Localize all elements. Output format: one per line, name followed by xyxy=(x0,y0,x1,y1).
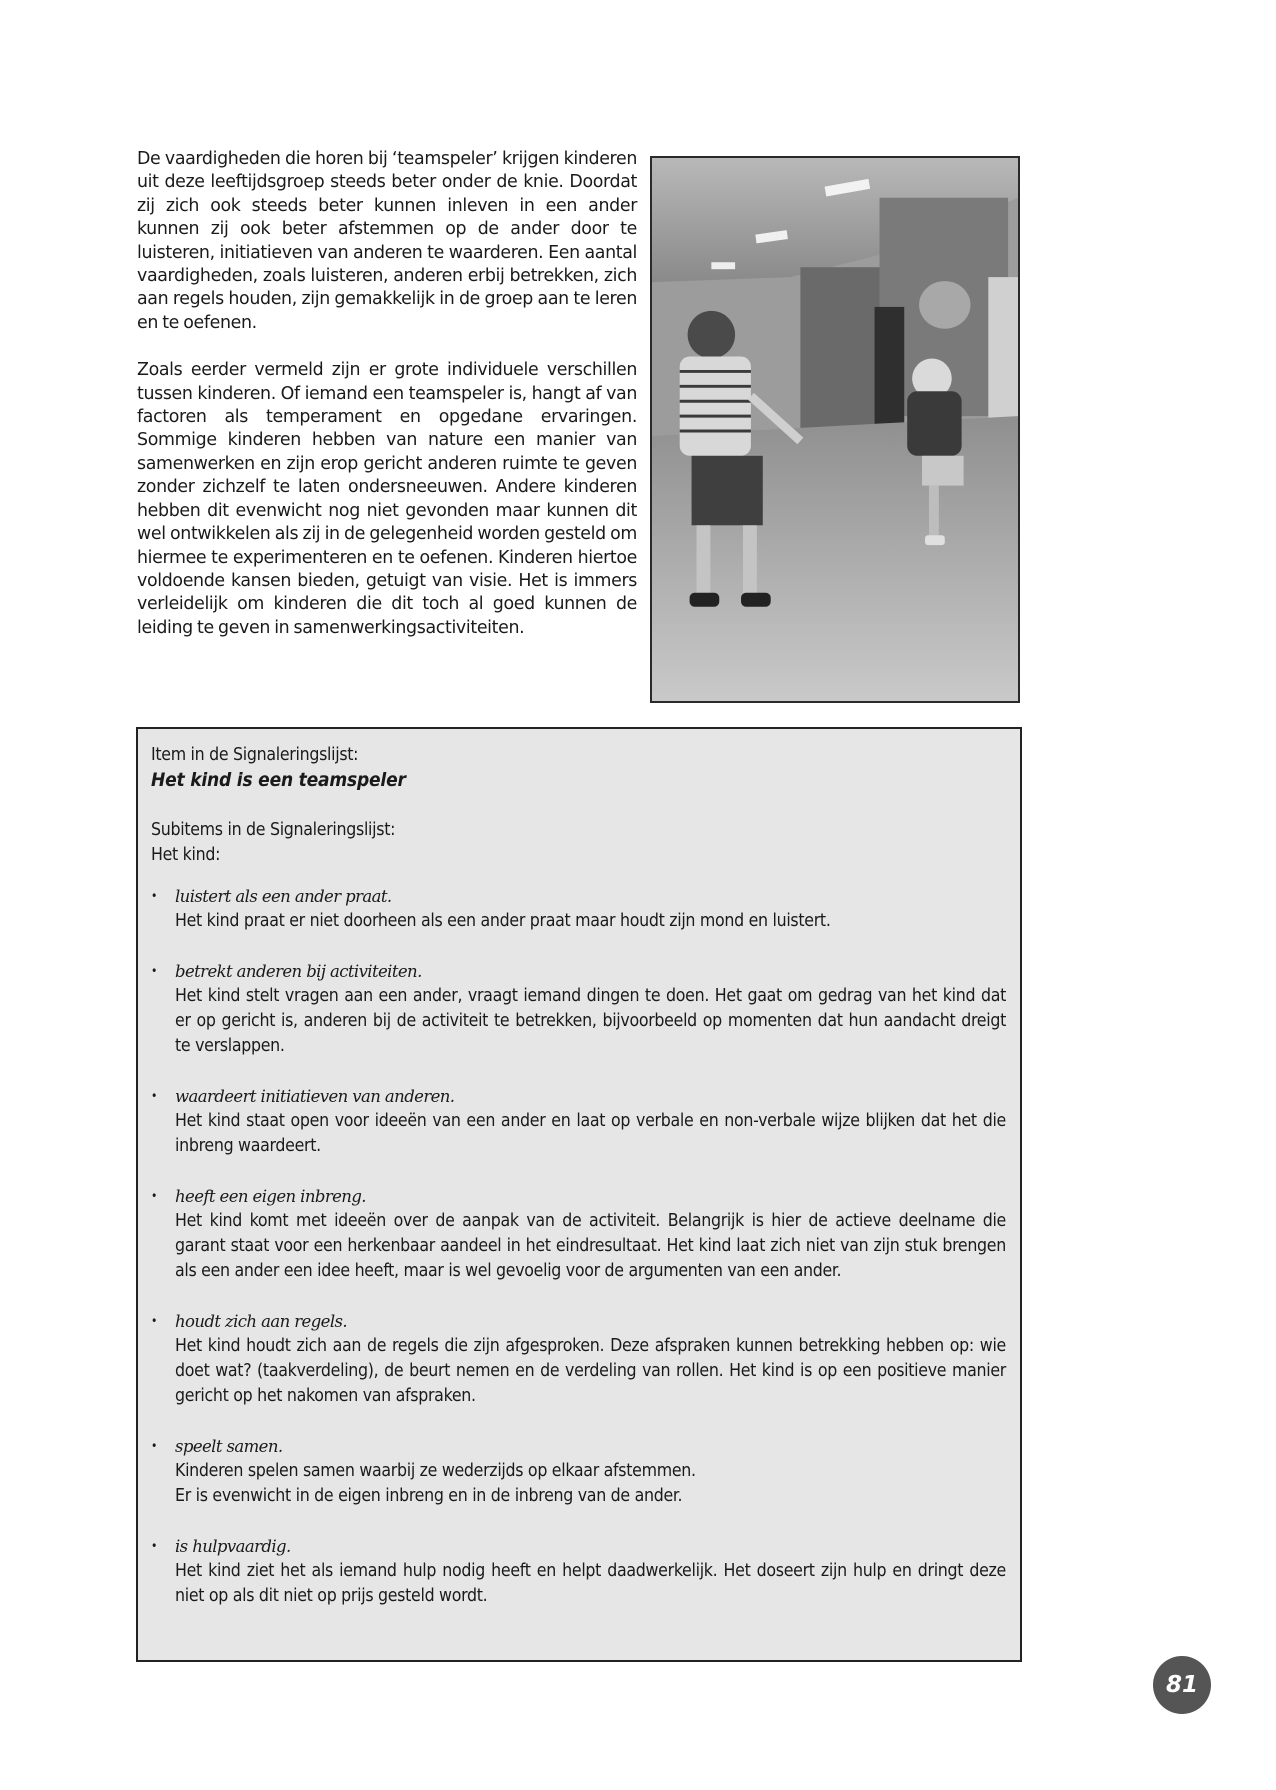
bullet-icon: • xyxy=(151,1539,158,1553)
subitem-title: waardeert initiatieven van anderen. xyxy=(175,1087,455,1106)
bullet-icon: • xyxy=(151,964,158,978)
bullet-icon: • xyxy=(151,1089,158,1103)
list-item xyxy=(151,1184,1006,1284)
subitem-title: betrekt anderen bij activiteiten. xyxy=(175,962,422,981)
bullet-icon: • xyxy=(151,1314,158,1328)
item-title: Het kind is een teamspeler xyxy=(151,769,406,791)
list-item xyxy=(151,884,1006,934)
subitem-title: heeft een eigen inbreng. xyxy=(175,1187,366,1206)
signaleringslijst-box xyxy=(136,727,1022,1662)
subitem-description: Kinderen spelen samen waarbij ze wederzijds op elkaar afstemmen. Er is evenwicht in de eigen inbreng en in de inbreng van de ander. xyxy=(175,1461,696,1506)
list-item xyxy=(151,959,1006,1059)
list-item xyxy=(151,1534,1006,1609)
intro-text xyxy=(137,148,637,664)
subitems-label: Subitems in de Signaleringslijst: xyxy=(151,820,396,840)
list-item xyxy=(151,1309,1006,1409)
subitem-title: speelt samen. xyxy=(175,1437,283,1456)
subitem-description: Het kind praat er niet doorheen als een ander praat maar houdt zijn mond en luistert. xyxy=(175,911,831,931)
subitem-title: houdt zich aan regels. xyxy=(175,1312,348,1331)
subitem-title: luistert als een ander praat. xyxy=(175,887,392,906)
list-item xyxy=(151,1434,1006,1509)
subitem-description: Het kind ziet het als iemand hulp nodig heeft en helpt daadwerkelijk. Het doseert zijn hulp en dringt deze niet op als dit niet op prijs gesteld wordt. xyxy=(175,1561,1006,1606)
subitem-description: Het kind houdt zich aan de regels die zijn afgesproken. Deze afspraken kunnen betrekking hebben op: wie doet wat? (taakverdeling), de beurt nemen en de verdeling van rollen. Het kind is op een positieve manier gericht op het nakomen van afspraken. xyxy=(175,1336,1006,1406)
intro-paragraph: De vaardigheden die horen bij ‘teamspeler’ krijgen kinderen uit deze leeftijdsgroep steeds beter onder de knie. Doordat zij zich ook steeds beter kunnen inleven in een ander kunnen zij ook beter afstemmen op de ander door te luisteren, initiatieven van anderen te waarderen. Een aantal vaardigheden, zoals luisteren, anderen erbij betrekken, zich aan regels houden, zijn gemakkelijk in de groep aan te leren en te oefenen. xyxy=(137,149,637,333)
bullet-icon: • xyxy=(151,1189,158,1203)
bullet-icon: • xyxy=(151,889,158,903)
bullet-icon: • xyxy=(151,1439,158,1453)
subitem-description: Het kind staat open voor ideeën van een ander en laat op verbale en non-verbale wijze blijken dat het die inbreng waardeert. xyxy=(175,1111,1006,1156)
subject-label: Het kind: xyxy=(151,845,221,865)
photo-children-playing xyxy=(650,156,1020,703)
list-item xyxy=(151,1084,1006,1159)
item-label: Item in de Signaleringslijst: xyxy=(151,745,359,765)
page-number-badge: 81 xyxy=(1153,1656,1211,1714)
subitem-description: Het kind stelt vragen aan een ander, vraagt iemand dingen te doen. Het gaat om gedrag van het kind dat er op gericht is, anderen bij de activiteit te betrekken, bijvoorbeeld op momenten dat hun aandacht dreigt te verslappen. xyxy=(175,986,1006,1056)
subitem-title: is hulpvaardig. xyxy=(175,1537,291,1556)
subitems-list xyxy=(151,884,1006,1609)
intro-paragraph: Zoals eerder vermeld zijn er grote individuele verschillen tussen kinderen. Of iemand een teamspeler is, hangt af van factoren als temperament en opgedane ervaringen. Sommige kinderen hebben van nature een manier van samenwerken en zijn erop gericht anderen ruimte te geven zonder zichzelf te laten ondersneeuwen. Andere kinderen hebben dit evenwicht nog niet gevonden maar kunnen dit wel ontwikkelen als zij in de gelegenheid worden gesteld om hiermee te experimenteren en te oefenen. Kinderen hiertoe voldoende kansen bieden, getuigt van visie. Het is immers verleidelijk om kinderen die dit toch al goed kunnen de leiding te geven in samenwerkingsactiviteiten. xyxy=(137,360,637,638)
subitem-description: Het kind komt met ideeën over de aanpak van de activiteit. Belangrijk is hier de actieve deelname die garant staat voor een herkenbaar aandeel in het eindresultaat. Het kind laat zich niet van zijn stuk brengen als een ander een idee heeft, maar is wel gevoelig voor de argumenten van een ander. xyxy=(175,1211,1006,1281)
